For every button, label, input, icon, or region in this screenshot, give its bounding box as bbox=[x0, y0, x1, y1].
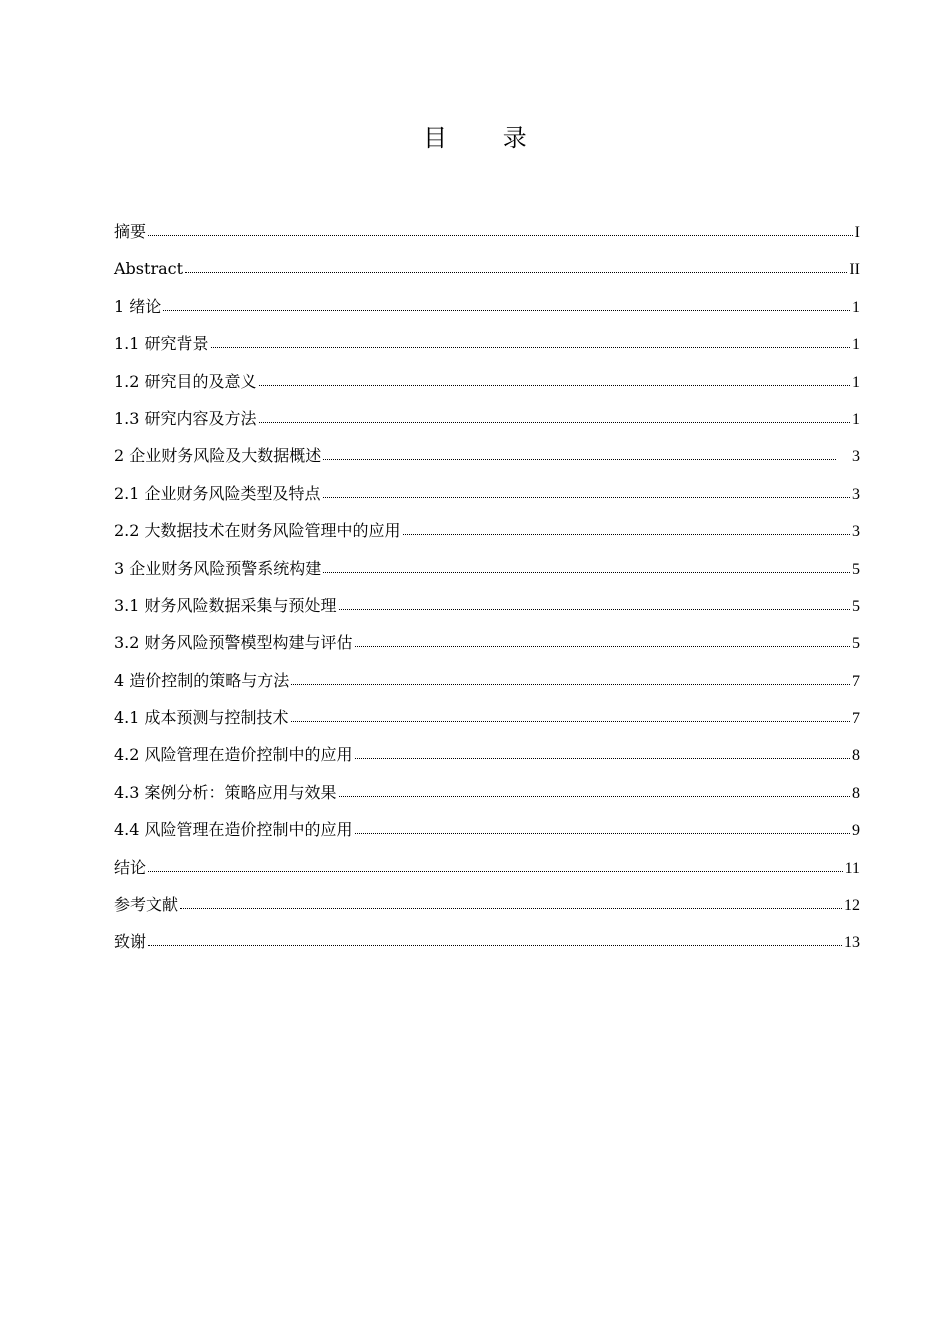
toc-entry-page: 12 bbox=[844, 897, 860, 915]
toc-dot-leader bbox=[339, 595, 850, 611]
table-of-contents bbox=[114, 218, 860, 966]
toc-entry-label: 2 企业财务风险及大数据概述 bbox=[114, 446, 322, 466]
toc-entry-label: 4 造价控制的策略与方法 bbox=[114, 670, 290, 690]
toc-entry-section-4-3[interactable] bbox=[114, 779, 860, 816]
toc-entry-page: 5 bbox=[852, 597, 860, 615]
toc-entry-page: 3 bbox=[852, 485, 860, 503]
toc-entry-page: 1 bbox=[852, 373, 860, 391]
toc-entry-label: 1 绪论 bbox=[114, 296, 162, 316]
toc-entry-page: 5 bbox=[852, 635, 860, 653]
toc-entry-section-2-1[interactable] bbox=[114, 480, 860, 517]
toc-entry-abstract-en[interactable] bbox=[114, 255, 860, 292]
toc-dot-leader bbox=[148, 931, 842, 947]
toc-entry-label: 3.2 财务风险预警模型构建与评估 bbox=[114, 633, 353, 653]
toc-entry-label: 3 企业财务风险预警系统构建 bbox=[114, 558, 322, 578]
toc-entry-section-2-2[interactable] bbox=[114, 517, 860, 554]
toc-entry-page: 9 bbox=[852, 822, 860, 840]
toc-entry-page: 1 bbox=[852, 410, 860, 428]
toc-entry-page: 5 bbox=[852, 560, 860, 578]
toc-dot-leader bbox=[291, 670, 850, 686]
toc-entry-page: 11 bbox=[844, 859, 860, 877]
toc-dot-leader bbox=[163, 296, 850, 312]
toc-entry-label: 1.3 研究内容及方法 bbox=[114, 408, 257, 428]
toc-entry-conclusion[interactable] bbox=[114, 854, 860, 891]
toc-entry-label: 结论 bbox=[114, 857, 147, 877]
toc-entry-abstract-cn[interactable] bbox=[114, 218, 860, 255]
toc-dot-leader bbox=[148, 221, 853, 237]
toc-entry-page: 13 bbox=[844, 934, 860, 952]
toc-entry-page: 8 bbox=[852, 747, 860, 765]
toc-dot-leader bbox=[403, 520, 850, 536]
toc-entry-section-1-1[interactable] bbox=[114, 330, 860, 367]
page-title: 目 录 bbox=[423, 124, 551, 152]
toc-entry-label: 4.1 成本预测与控制技术 bbox=[114, 708, 289, 728]
toc-dot-leader bbox=[180, 894, 842, 910]
toc-entry-label: 4.2 风险管理在造价控制中的应用 bbox=[114, 745, 353, 765]
toc-dot-leader bbox=[211, 333, 850, 349]
toc-entry-chapter-2[interactable] bbox=[114, 442, 860, 479]
toc-entry-label: 致谢 bbox=[114, 932, 147, 952]
toc-entry-chapter-4[interactable] bbox=[114, 667, 860, 704]
toc-entry-section-1-2[interactable] bbox=[114, 368, 860, 405]
toc-entry-page: II bbox=[849, 261, 860, 279]
toc-entry-page: 1 bbox=[852, 298, 860, 316]
toc-entry-section-1-3[interactable] bbox=[114, 405, 860, 442]
toc-entry-page: 1 bbox=[852, 336, 860, 354]
toc-entry-label: 4.4 风险管理在造价控制中的应用 bbox=[114, 820, 353, 840]
toc-entry-label: 4.3 案例分析：策略应用与效果 bbox=[114, 782, 337, 802]
toc-dot-leader bbox=[355, 632, 850, 648]
toc-entry-page: I bbox=[854, 224, 860, 241]
toc-dot-leader bbox=[355, 819, 850, 835]
toc-dot-leader bbox=[259, 371, 850, 387]
toc-entry-page: 3 bbox=[852, 448, 860, 466]
toc-entry-page: 7 bbox=[852, 672, 860, 690]
toc-dot-leader bbox=[323, 483, 850, 499]
toc-entry-page: 3 bbox=[852, 523, 860, 541]
toc-entry-chapter-3[interactable] bbox=[114, 555, 860, 592]
toc-entry-label: 1.2 研究目的及意义 bbox=[114, 371, 257, 391]
toc-entry-references[interactable] bbox=[114, 891, 860, 928]
toc-entry-section-4-1[interactable] bbox=[114, 704, 860, 741]
toc-dot-leader bbox=[291, 707, 850, 723]
toc-entry-page: 8 bbox=[852, 784, 860, 802]
toc-entry-label: Abstract bbox=[114, 259, 184, 279]
toc-entry-label: 2.2 大数据技术在财务风险管理中的应用 bbox=[114, 521, 401, 541]
toc-dot-leader bbox=[355, 744, 850, 760]
toc-entry-label: 摘要 bbox=[114, 222, 147, 241]
toc-dot-leader bbox=[323, 558, 850, 574]
toc-entry-section-4-4[interactable] bbox=[114, 816, 860, 853]
toc-dot-leader bbox=[259, 408, 850, 424]
toc-entry-label: 1.1 研究背景 bbox=[114, 334, 209, 354]
toc-entry-label: 3.1 财务风险数据采集与预处理 bbox=[114, 595, 337, 615]
toc-entry-label: 2.1 企业财务风险类型及特点 bbox=[114, 483, 321, 503]
toc-entry-page: 7 bbox=[852, 710, 860, 728]
toc-entry-chapter-1[interactable] bbox=[114, 293, 860, 330]
toc-entry-section-3-2[interactable] bbox=[114, 629, 860, 666]
toc-dot-leader bbox=[148, 857, 843, 873]
toc-entry-section-4-2[interactable] bbox=[114, 741, 860, 778]
toc-dot-leader bbox=[339, 782, 850, 798]
toc-entry-label: 参考文献 bbox=[114, 895, 179, 915]
toc-dot-leader bbox=[185, 258, 847, 274]
toc-entry-section-3-1[interactable] bbox=[114, 592, 860, 629]
toc-entry-acknowledgements[interactable] bbox=[114, 928, 860, 965]
toc-dot-leader bbox=[323, 445, 836, 461]
